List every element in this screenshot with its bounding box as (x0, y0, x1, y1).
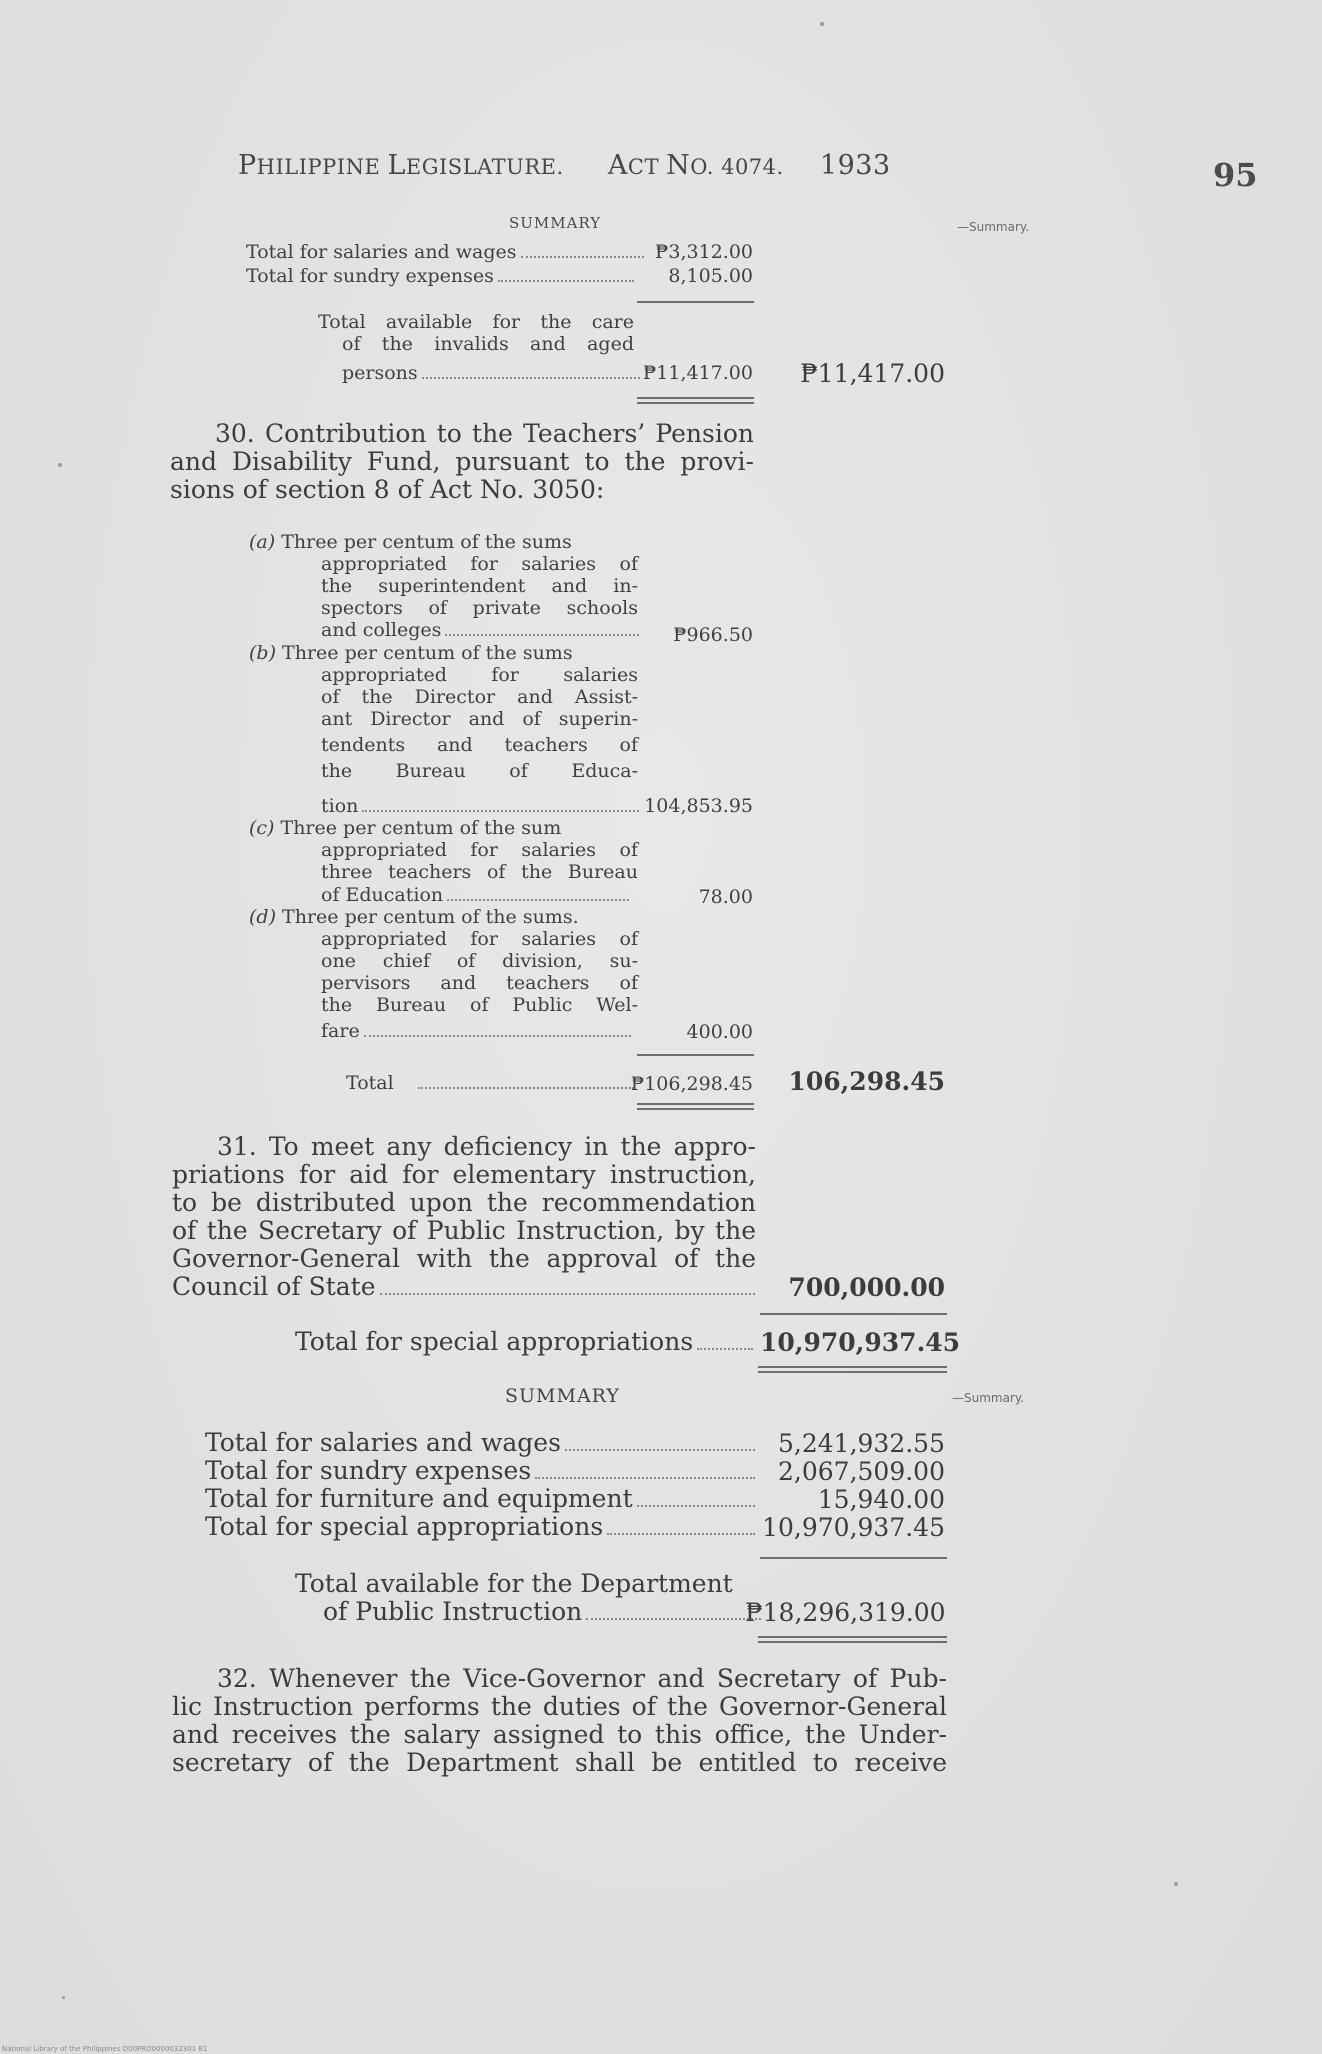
summary-row-value: 2,067,509.00 (778, 1457, 945, 1486)
item-31-paragraph: 31. To meet any deficiency in the appro- priations for aid for elementary instruction, to be distributed upon the recommendation of the Secretary of Public Instruction, by the Governor-General with the approval of the (172, 1132, 756, 1273)
summary-heading: SUMMARY (509, 214, 602, 232)
subitem-b: (b) Three per centum of the sums appropriated for salaries of the Director and Assist- ant Director and of superin- tendents and teachers of the Bureau of Educa- (249, 642, 638, 782)
summary-row-label: Total for furniture and equipment (205, 1484, 633, 1513)
summary-row-value: 8,105.00 (668, 265, 753, 287)
department-total-value: ₱18,296,319.00 (745, 1598, 946, 1627)
subitem-letter: (a) (249, 531, 276, 553)
subitem-letter: (d) (249, 906, 276, 928)
scan-speck (1174, 1882, 1178, 1886)
running-header (238, 150, 891, 181)
summary-row-label: Total for salaries and wages (246, 241, 517, 263)
double-rule (758, 1636, 947, 1643)
summary-total-label: Total available for the care of the invalids and aged (318, 311, 634, 355)
item-32-paragraph: 32. Whenever the Vice-Governor and Secretary of Pub- lic Instruction performs the duties of the Governor-General and receives the salary assigned to this office, the Under- secretary of the Department shall be entitled to receive (172, 1664, 947, 1777)
subitem-c: (c) Three per centum of the sum appropriated for salaries of three teachers of the Bureau (249, 817, 638, 883)
subitem-d-last-line: fare (321, 1020, 633, 1042)
sum-rule (637, 301, 754, 303)
subitem-b-last-line: tion (321, 795, 641, 817)
double-rule (758, 1366, 947, 1373)
item-31-value: 700,000.00 (788, 1273, 945, 1302)
summary-heading: SUMMARY (505, 1385, 620, 1407)
summary-row (246, 265, 636, 287)
summary-row (205, 1429, 757, 1457)
item-30-carried-value: 106,298.45 (788, 1067, 945, 1096)
summary-total-value: ₱11,417.00 (642, 362, 753, 384)
scan-credit: National Library of the Philippines D00PRO0000032301 81 (2, 2045, 208, 2053)
item-30-total-value: ₱106,298.45 (630, 1073, 753, 1095)
subitem-c-value: 78.00 (698, 886, 753, 908)
sum-rule (760, 1557, 947, 1559)
margin-note-summary: —Summary. (952, 1391, 1025, 1405)
margin-note-summary: —Summary. (957, 220, 1030, 234)
sum-rule (760, 1313, 947, 1315)
subitem-a-last-line: and colleges (321, 619, 641, 641)
subitem-a: (a) Three per centum of the sums appropriated for salaries of the superintendent and in- spectors of private schools (249, 531, 638, 619)
sum-rule (637, 1054, 754, 1056)
summary-row-value: 15,940.00 (817, 1485, 945, 1514)
item-30-total-row (346, 1072, 636, 1094)
summary-row-value: 10,970,937.45 (762, 1513, 945, 1542)
department-total-row: of Public Instruction (323, 1598, 763, 1626)
summary-row-label: Total for salaries and wages (205, 1428, 561, 1457)
subitem-letter: (b) (249, 642, 276, 664)
scan-speck (62, 1996, 65, 1999)
summary-total-carried-value: ₱11,417.00 (800, 359, 945, 388)
department-total-label: Total available for the Department (295, 1569, 733, 1598)
scan-speck (820, 22, 824, 26)
double-rule (637, 397, 754, 404)
subitem-b-value: 104,853.95 (644, 795, 753, 817)
header-act: ACT NO. 4074. (607, 150, 784, 181)
summary-total-row: persons (342, 362, 642, 384)
subitem-letter: (c) (249, 817, 275, 839)
summary-row (246, 241, 646, 263)
header-publisher: PHILIPPINE LEGISLATURE. (238, 150, 564, 181)
summary-row (205, 1513, 757, 1541)
summary-row-label: Total for sundry expenses (246, 265, 494, 287)
subitem-d-value: 400.00 (686, 1021, 753, 1043)
special-appropriations-total-label: Total for special appropriations (295, 1327, 694, 1356)
item-30-total-label: Total (346, 1072, 394, 1094)
summary-row-value: 5,241,932.55 (778, 1429, 945, 1458)
page-number: 95 (1213, 156, 1258, 194)
summary-row-label: Total for special appropriations (205, 1512, 604, 1541)
summary-row (205, 1485, 757, 1513)
header-year: 1933 (819, 150, 891, 181)
summary-row (205, 1457, 757, 1485)
subitem-a-value: ₱966.50 (673, 624, 753, 646)
special-appropriations-total-row (295, 1328, 755, 1356)
double-rule (637, 1103, 754, 1110)
summary-row-value: ₱3,312.00 (654, 241, 753, 263)
special-appropriations-total-value: 10,970,937.45 (760, 1328, 961, 1357)
item-30-paragraph: 30. Contribution to the Teachers’ Pension and Disability Fund, pursuant to the provi- sions of section 8 of Act No. 3050: (170, 419, 754, 504)
subitem-d: (d) Three per centum of the sums. appropriated for salaries of one chief of division, su- pervisors and teachers of the Bureau of Public Wel- (249, 906, 638, 1016)
scan-speck (58, 463, 62, 467)
item-31-last-line: Council of State (172, 1273, 757, 1301)
subitem-c-last-line: of Education (321, 884, 631, 906)
summary-row-label: Total for sundry expenses (205, 1456, 532, 1485)
